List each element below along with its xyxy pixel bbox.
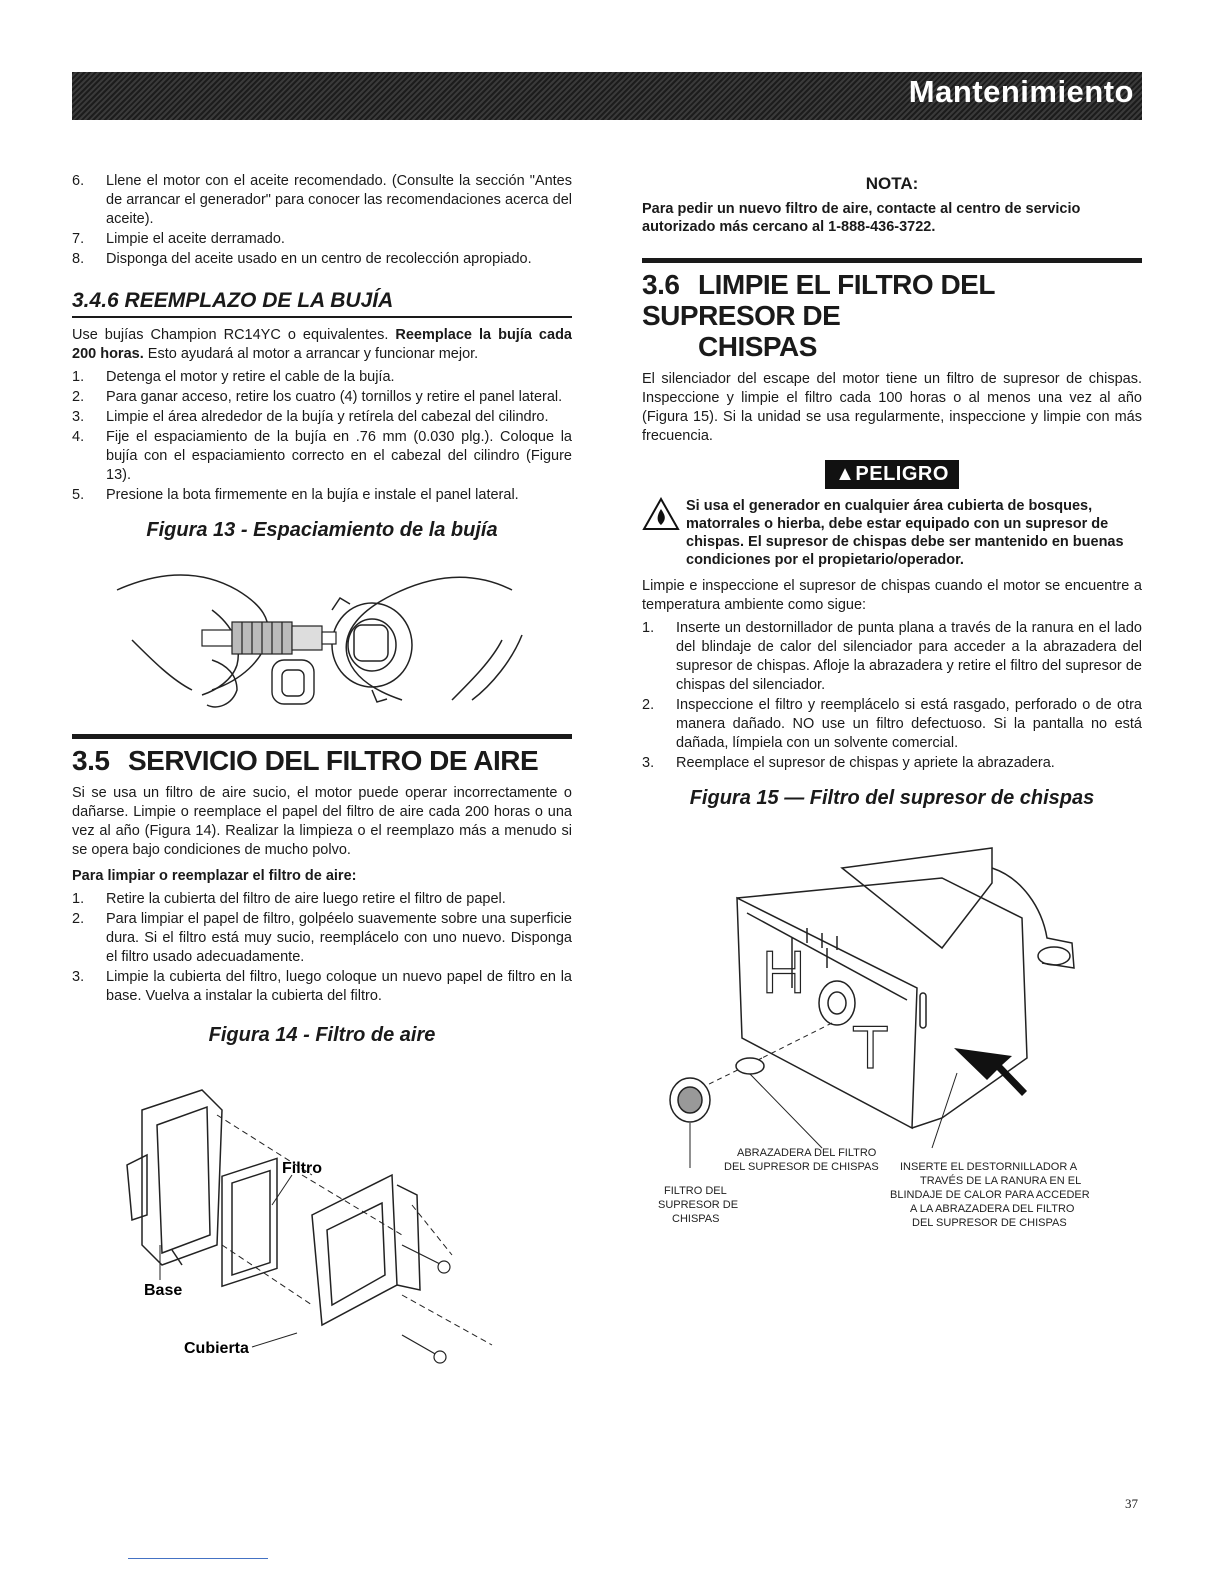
list-item: 2. Inspeccione el filtro y reemplácelo si está rasgado, perforado o de otra manera dañado. NO use un filtro defectuoso. Si la pantalla no está dañada, límpiela con un solvente comercial. [642,697,1142,751]
filter-label-2: SUPRESOR DE [658,1199,739,1211]
note-heading: NOTA: [865,174,919,193]
base-label: Base [144,1282,183,1299]
list-item: 5. Presione la bota firmemente en la bujía e instale el panel lateral. [72,487,519,503]
list-item: 3. Reemplace el supresor de chispas y apriete la abrazadera. [642,755,1055,771]
list-item: 3. Limpie la cubierta del filtro, luego coloque un nuevo papel de filtro en la base. Vuelva a instalar la cubierta del filtro. [72,969,572,1004]
list-item: 4. Fije el espaciamiento de la bujía en .76 mm (0.030 plg.). Coloque la bujía con el espaciamiento correcto en el cabezal del cilindro (Figure 13). [72,429,572,483]
spark-plug-intro: Use bujías Champion RC14YC o equivalentes. Reemplace la bujía cada 200 horas. Esto ayudará al motor a arrancar y funcionar mejor. [72,327,572,362]
insert-label-3: BLINDAJE DE CALOR PARA ACCEDER [890,1189,1090,1201]
insert-label-1: INSERTE EL DESTORNILLADOR A [900,1161,1078,1173]
list-item: 6. Llene el motor con el aceite recomendado. (Consulte la sección "Antes de arrancar el generador" para conocer las recomendaciones acerca del aceite). [72,173,572,227]
list-item: 1. Detenga el motor y retire el cable de la bujía. [72,369,395,385]
note-text: Para pedir un nuevo filtro de aire, contacte al centro de servicio autorizado más cercano al 1-888-436-3722. [642,201,1081,235]
oil-steps-list [72,172,572,269]
insert-label-4: A LA ABRAZADERA DEL FILTRO [910,1203,1075,1215]
filtro-label: Filtro [282,1160,322,1177]
header-banner [72,72,1142,120]
list-item: 1. Inserte un destornillador de punta plana a través de la ranura en el lado del blindaje de calor del silenciador para acceder a la abrazadera del supresor de chispas. Afloje la abrazadera y retire el filtro del supresor de chispas del silenciador. [642,620,1142,693]
spark-plug-illustration [72,550,572,720]
clamp-label-2: DEL SUPRESOR DE CHISPAS [724,1161,879,1173]
filter-label-1: FILTRO DEL [664,1185,727,1197]
air-filter-illustration [72,1055,572,1395]
danger-badge-wrap [642,460,1142,489]
figure-13-caption: Figura 13 - Espaciamiento de la bujía [146,519,498,541]
danger-badge: ▲PELIGRO [825,460,959,489]
hot-h: H [762,939,806,1006]
filter-label-3: CHISPAS [672,1213,720,1225]
air-filter-subheading: Para limpiar o reemplazar el filtro de aire: [72,868,357,884]
insert-label-5: DEL SUPRESOR DE CHISPAS [912,1217,1067,1229]
spark-arrester-paragraph: El silenciador del escape del motor tiene un filtro de supresor de chispas. Inspeccione y limpie el filtro cada 100 horas o al menos una vez al año (Figura 15). Si la unidad se usa regularmente, inspeccione y limpie con más frecuencia. [642,371,1142,444]
list-item: 1. Retire la cubierta del filtro de aire luego retire el filtro de papel. [72,891,506,907]
spark-arrester-steps [642,619,1142,773]
fire-warning-icon [642,497,680,531]
spark-arrester-paragraph-2: Limpie e inspeccione el supresor de chispas cuando el motor se encuentre a temperatura ambiente como sigue: [642,578,1142,613]
figure-14-caption: Figura 14 - Filtro de aire [208,1024,436,1046]
spark-plug-heading: 3.4.6 REEMPLAZO DE LA BUJÍA [72,289,572,318]
clamp-label-1: ABRAZADERA DEL FILTRO [737,1147,877,1159]
footer-rule [128,1558,268,1559]
figure-15-caption: Figura 15 — Filtro del supresor de chispas [689,787,1095,809]
page-number: 37 [1125,1496,1138,1511]
left-column [72,172,572,1395]
hot-t: T [852,1014,889,1081]
list-item: 3. Limpie el área alrededor de la bujía y retírela del cabezal del cilindro. [72,409,549,425]
danger-warning: Si usa el generador en cualquier área cubierta de bosques, matorrales o hierba, debe estar equipado con un supresor de chispas. El supresor de chispas debe ser mantenido en buenas condiciones por el propietario/operador. [642,497,1142,569]
air-filter-paragraph: Si se usa un filtro de aire sucio, el motor puede operar incorrectamente o dañarse. Limpie o reemplace el papel del filtro de aire cada 200 horas o una vez al año (Figura 14). Realizar la limpieza o el reemplazo más a menudo si se opera bajo condiciones de mucho polvo. [72,785,572,858]
spark-arrester-heading: 3.6 LIMPIE EL FILTRO DEL SUPRESOR DE CHISPAS [642,258,1142,362]
list-item: 2. Para ganar acceso, retire los cuatro (4) tornillos y retire el panel lateral. [72,389,563,405]
air-filter-steps [72,890,572,1006]
cubierta-label: Cubierta [184,1340,249,1357]
list-item: 7. Limpie el aceite derramado. [72,231,285,247]
right-column [642,172,1142,1248]
insert-label-2: TRAVÉS DE LA RANURA EN EL [920,1175,1082,1187]
list-item: 2. Para limpiar el papel de filtro, golpéelo suavemente sobre una superficie dura. Si el filtro está muy sucio, reemplácelo con uno nuevo. Disponga el filtro usado adecuadamente. [72,911,572,965]
spark-arrester-illustration [642,818,1142,1248]
air-filter-heading: 3.5 SERVICIO DEL FILTRO DE AIRE [72,734,572,776]
section-title: Mantenimiento [908,74,1134,109]
list-item: 8. Disponga del aceite usado en un centro de recolección apropiado. [72,251,532,267]
spark-plug-steps [72,368,572,505]
